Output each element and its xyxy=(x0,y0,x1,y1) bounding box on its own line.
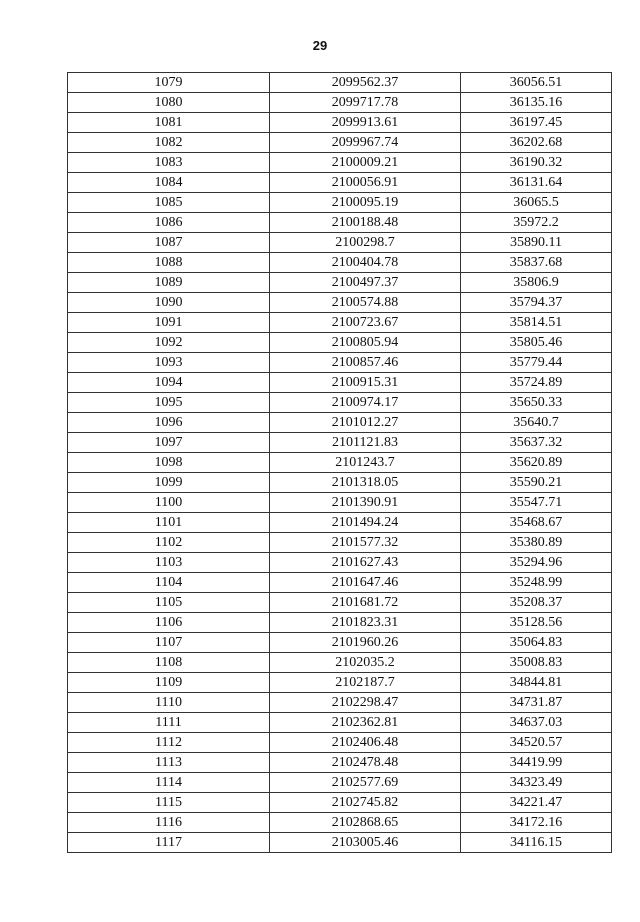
point-number-cell: 1086 xyxy=(68,213,270,233)
table-row xyxy=(68,613,612,633)
table-row xyxy=(68,353,612,373)
table-row xyxy=(68,593,612,613)
y-coordinate-cell: 35064.83 xyxy=(461,633,612,653)
x-coordinate-cell: 2102478.48 xyxy=(270,753,461,773)
x-coordinate-cell: 2099562.37 xyxy=(270,73,461,93)
table-row xyxy=(68,213,612,233)
point-number-cell: 1085 xyxy=(68,193,270,213)
page-number: 29 xyxy=(312,38,328,53)
x-coordinate-cell: 2100056.91 xyxy=(270,173,461,193)
point-number-cell: 1080 xyxy=(68,93,270,113)
y-coordinate-cell: 35724.89 xyxy=(461,373,612,393)
table-row xyxy=(68,733,612,753)
x-coordinate-cell: 2102187.7 xyxy=(270,673,461,693)
table-row xyxy=(68,693,612,713)
y-coordinate-cell: 35294.96 xyxy=(461,553,612,573)
point-number-cell: 1098 xyxy=(68,453,270,473)
point-number-cell: 1100 xyxy=(68,493,270,513)
point-number-cell: 1093 xyxy=(68,353,270,373)
point-number-cell: 1094 xyxy=(68,373,270,393)
table-row xyxy=(68,273,612,293)
point-number-cell: 1111 xyxy=(68,713,270,733)
point-number-cell: 1084 xyxy=(68,173,270,193)
table-row xyxy=(68,513,612,533)
point-number-cell: 1091 xyxy=(68,313,270,333)
x-coordinate-cell: 2102868.65 xyxy=(270,813,461,833)
table-row xyxy=(68,813,612,833)
point-number-cell: 1107 xyxy=(68,633,270,653)
table-row xyxy=(68,133,612,153)
y-coordinate-cell: 35547.71 xyxy=(461,493,612,513)
y-coordinate-cell: 36056.51 xyxy=(461,73,612,93)
x-coordinate-cell: 2100857.46 xyxy=(270,353,461,373)
table-row xyxy=(68,253,612,273)
point-number-cell: 1083 xyxy=(68,153,270,173)
y-coordinate-cell: 35779.44 xyxy=(461,353,612,373)
y-coordinate-cell: 34323.49 xyxy=(461,773,612,793)
point-number-cell: 1102 xyxy=(68,533,270,553)
x-coordinate-cell: 2102298.47 xyxy=(270,693,461,713)
table-row xyxy=(68,773,612,793)
y-coordinate-cell: 35468.67 xyxy=(461,513,612,533)
point-number-cell: 1081 xyxy=(68,113,270,133)
coordinates-table xyxy=(67,72,612,853)
table-row xyxy=(68,333,612,353)
table-row xyxy=(68,753,612,773)
table-row xyxy=(68,413,612,433)
table-row xyxy=(68,153,612,173)
point-number-cell: 1090 xyxy=(68,293,270,313)
y-coordinate-cell: 36197.45 xyxy=(461,113,612,133)
y-coordinate-cell: 35380.89 xyxy=(461,533,612,553)
x-coordinate-cell: 2102745.82 xyxy=(270,793,461,813)
x-coordinate-cell: 2101960.26 xyxy=(270,633,461,653)
x-coordinate-cell: 2100095.19 xyxy=(270,193,461,213)
point-number-cell: 1114 xyxy=(68,773,270,793)
x-coordinate-cell: 2101681.72 xyxy=(270,593,461,613)
y-coordinate-cell: 34731.87 xyxy=(461,693,612,713)
x-coordinate-cell: 2101647.46 xyxy=(270,573,461,593)
x-coordinate-cell: 2100188.48 xyxy=(270,213,461,233)
y-coordinate-cell: 34172.16 xyxy=(461,813,612,833)
x-coordinate-cell: 2099717.78 xyxy=(270,93,461,113)
table-row xyxy=(68,633,612,653)
y-coordinate-cell: 35837.68 xyxy=(461,253,612,273)
y-coordinate-cell: 36065.5 xyxy=(461,193,612,213)
y-coordinate-cell: 36131.64 xyxy=(461,173,612,193)
x-coordinate-cell: 2100574.88 xyxy=(270,293,461,313)
x-coordinate-cell: 2102035.2 xyxy=(270,653,461,673)
x-coordinate-cell: 2101627.43 xyxy=(270,553,461,573)
y-coordinate-cell: 36135.16 xyxy=(461,93,612,113)
point-number-cell: 1105 xyxy=(68,593,270,613)
table-row xyxy=(68,293,612,313)
point-number-cell: 1097 xyxy=(68,433,270,453)
point-number-cell: 1116 xyxy=(68,813,270,833)
table-row xyxy=(68,93,612,113)
table-row xyxy=(68,373,612,393)
point-number-cell: 1112 xyxy=(68,733,270,753)
point-number-cell: 1082 xyxy=(68,133,270,153)
y-coordinate-cell: 35814.51 xyxy=(461,313,612,333)
y-coordinate-cell: 34221.47 xyxy=(461,793,612,813)
y-coordinate-cell: 36202.68 xyxy=(461,133,612,153)
table-row xyxy=(68,833,612,853)
point-number-cell: 1108 xyxy=(68,653,270,673)
y-coordinate-cell: 35806.9 xyxy=(461,273,612,293)
y-coordinate-cell: 34844.81 xyxy=(461,673,612,693)
y-coordinate-cell: 36190.32 xyxy=(461,153,612,173)
y-coordinate-cell: 34116.15 xyxy=(461,833,612,853)
point-number-cell: 1099 xyxy=(68,473,270,493)
point-number-cell: 1115 xyxy=(68,793,270,813)
x-coordinate-cell: 2102362.81 xyxy=(270,713,461,733)
point-number-cell: 1088 xyxy=(68,253,270,273)
table-row xyxy=(68,493,612,513)
table-row xyxy=(68,793,612,813)
point-number-cell: 1117 xyxy=(68,833,270,853)
x-coordinate-cell: 2100915.31 xyxy=(270,373,461,393)
table-row xyxy=(68,713,612,733)
x-coordinate-cell: 2100298.7 xyxy=(270,233,461,253)
y-coordinate-cell: 35972.2 xyxy=(461,213,612,233)
table-row xyxy=(68,113,612,133)
x-coordinate-cell: 2102406.48 xyxy=(270,733,461,753)
x-coordinate-cell: 2100404.78 xyxy=(270,253,461,273)
x-coordinate-cell: 2101121.83 xyxy=(270,433,461,453)
y-coordinate-cell: 35637.32 xyxy=(461,433,612,453)
x-coordinate-cell: 2100497.37 xyxy=(270,273,461,293)
point-number-cell: 1109 xyxy=(68,673,270,693)
x-coordinate-cell: 2099967.74 xyxy=(270,133,461,153)
point-number-cell: 1079 xyxy=(68,73,270,93)
table-body xyxy=(68,73,612,853)
x-coordinate-cell: 2103005.46 xyxy=(270,833,461,853)
y-coordinate-cell: 35650.33 xyxy=(461,393,612,413)
y-coordinate-cell: 35890.11 xyxy=(461,233,612,253)
y-coordinate-cell: 35208.37 xyxy=(461,593,612,613)
table-row xyxy=(68,233,612,253)
x-coordinate-cell: 2101318.05 xyxy=(270,473,461,493)
x-coordinate-cell: 2102577.69 xyxy=(270,773,461,793)
y-coordinate-cell: 35805.46 xyxy=(461,333,612,353)
table-row xyxy=(68,193,612,213)
point-number-cell: 1113 xyxy=(68,753,270,773)
point-number-cell: 1103 xyxy=(68,553,270,573)
point-number-cell: 1089 xyxy=(68,273,270,293)
y-coordinate-cell: 35128.56 xyxy=(461,613,612,633)
table-row xyxy=(68,533,612,553)
y-coordinate-cell: 35008.83 xyxy=(461,653,612,673)
point-number-cell: 1106 xyxy=(68,613,270,633)
point-number-cell: 1095 xyxy=(68,393,270,413)
x-coordinate-cell: 2101494.24 xyxy=(270,513,461,533)
x-coordinate-cell: 2101823.31 xyxy=(270,613,461,633)
x-coordinate-cell: 2101012.27 xyxy=(270,413,461,433)
y-coordinate-cell: 35590.21 xyxy=(461,473,612,493)
point-number-cell: 1096 xyxy=(68,413,270,433)
table-row xyxy=(68,473,612,493)
y-coordinate-cell: 35248.99 xyxy=(461,573,612,593)
x-coordinate-cell: 2099913.61 xyxy=(270,113,461,133)
table-row xyxy=(68,673,612,693)
y-coordinate-cell: 35794.37 xyxy=(461,293,612,313)
table-row xyxy=(68,393,612,413)
table-row xyxy=(68,573,612,593)
y-coordinate-cell: 35640.7 xyxy=(461,413,612,433)
x-coordinate-cell: 2101577.32 xyxy=(270,533,461,553)
table-row xyxy=(68,73,612,93)
table-row xyxy=(68,433,612,453)
point-number-cell: 1087 xyxy=(68,233,270,253)
table-row xyxy=(68,453,612,473)
table-row xyxy=(68,653,612,673)
x-coordinate-cell: 2100723.67 xyxy=(270,313,461,333)
y-coordinate-cell: 35620.89 xyxy=(461,453,612,473)
point-number-cell: 1101 xyxy=(68,513,270,533)
y-coordinate-cell: 34637.03 xyxy=(461,713,612,733)
y-coordinate-cell: 34520.57 xyxy=(461,733,612,753)
x-coordinate-cell: 2101243.7 xyxy=(270,453,461,473)
x-coordinate-cell: 2100805.94 xyxy=(270,333,461,353)
x-coordinate-cell: 2101390.91 xyxy=(270,493,461,513)
table-row xyxy=(68,313,612,333)
x-coordinate-cell: 2100974.17 xyxy=(270,393,461,413)
x-coordinate-cell: 2100009.21 xyxy=(270,153,461,173)
point-number-cell: 1110 xyxy=(68,693,270,713)
point-number-cell: 1092 xyxy=(68,333,270,353)
table-row xyxy=(68,553,612,573)
table-row xyxy=(68,173,612,193)
y-coordinate-cell: 34419.99 xyxy=(461,753,612,773)
point-number-cell: 1104 xyxy=(68,573,270,593)
